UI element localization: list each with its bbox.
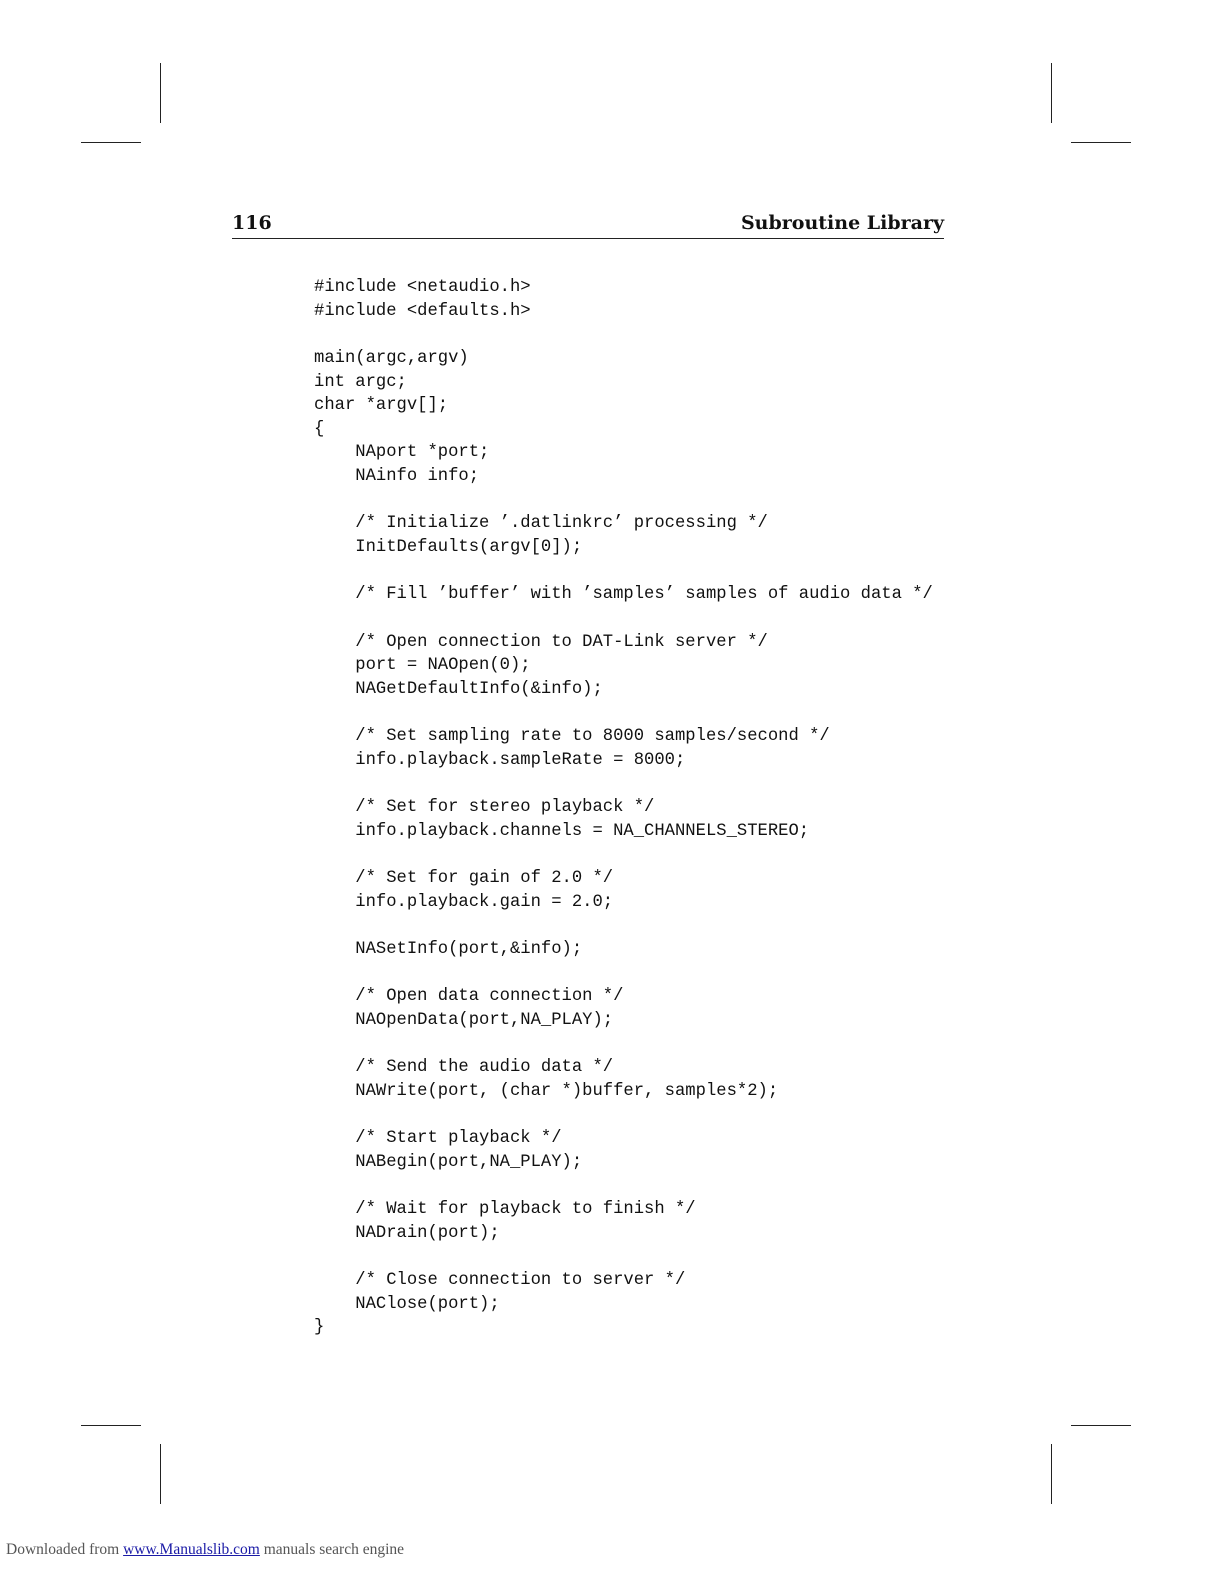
code-line: info.playback.sampleRate = 8000;	[314, 750, 686, 770]
code-line: {	[314, 419, 325, 439]
code-line: #include <netaudio.h>	[314, 278, 531, 297]
crop-mark-top-right-horizontal	[1071, 142, 1131, 143]
code-line: NAGetDefaultInfo(&info);	[314, 679, 603, 699]
code-line: InitDefaults(argv[0]);	[314, 538, 583, 558]
footer-suffix: manuals search engine	[263, 1541, 405, 1558]
code-line: NAport *port;	[314, 443, 490, 463]
crop-mark-bottom-left-horizontal	[81, 1425, 141, 1426]
code-line: /* Set sampling rate to 8000 samples/second */	[314, 727, 830, 747]
code-line: /* Send the audio data */	[314, 1058, 614, 1078]
code-line: /* Set for gain of 2.0 */	[314, 869, 614, 889]
code-line: }	[314, 1318, 325, 1338]
code-line: NABegin(port,NA_PLAY);	[314, 1152, 583, 1172]
code-line: int argc;	[314, 372, 407, 392]
code-line	[314, 702, 933, 726]
code-line	[314, 607, 933, 631]
code-line: /* Open data connection */	[314, 987, 624, 1007]
download-footer	[6, 1541, 404, 1559]
code-line: NAinfo info;	[314, 467, 480, 487]
code-line	[314, 323, 933, 347]
code-line	[314, 843, 933, 867]
code-line: /* Wait for playback to finish */	[314, 1199, 696, 1219]
footer-prefix: Downloaded from	[6, 1541, 120, 1558]
code-line: NAClose(port);	[314, 1294, 500, 1314]
crop-mark-top-right-vertical	[1051, 63, 1052, 123]
section-title: Subroutine Library	[740, 212, 944, 234]
code-line	[314, 962, 933, 986]
running-header	[232, 210, 944, 239]
page-number: 116	[232, 212, 272, 234]
code-line: NASetInfo(port,&info);	[314, 939, 583, 959]
code-line: main(argc,argv)	[314, 348, 469, 368]
code-line: /* Open connection to DAT-Link server */	[314, 632, 768, 652]
code-line: NADrain(port);	[314, 1223, 500, 1243]
code-line	[314, 1174, 933, 1198]
code-line	[314, 914, 933, 938]
code-line: #include <defaults.h>	[314, 301, 531, 321]
code-line: char *argv[];	[314, 396, 449, 416]
code-line	[314, 1033, 933, 1057]
code-line: NAWrite(port, (char *)buffer, samples*2);	[314, 1081, 779, 1101]
code-line: port = NAOpen(0);	[314, 656, 531, 676]
code-line	[314, 489, 933, 513]
code-line	[314, 772, 933, 796]
crop-mark-top-left-vertical	[160, 63, 161, 123]
crop-mark-bottom-right-horizontal	[1071, 1425, 1131, 1426]
crop-mark-top-left-horizontal	[81, 142, 141, 143]
code-line: /* Initialize ’.datlinkrc’ processing */	[314, 514, 768, 534]
code-line: NAOpenData(port,NA_PLAY);	[314, 1010, 614, 1030]
code-line	[314, 1245, 933, 1269]
code-line: /* Start playback */	[314, 1129, 562, 1149]
code-line: /* Close connection to server */	[314, 1270, 686, 1290]
crop-mark-bottom-right-vertical	[1051, 1444, 1052, 1504]
code-line	[314, 560, 933, 584]
code-line: /* Set for stereo playback */	[314, 798, 655, 818]
code-line: info.playback.channels = NA_CHANNELS_STEREO;	[314, 821, 810, 841]
manualslib-link[interactable]: www.Manualslib.com	[123, 1541, 260, 1558]
crop-mark-bottom-left-vertical	[160, 1444, 161, 1504]
code-line	[314, 1103, 933, 1127]
code-listing	[314, 276, 933, 1340]
code-line: /* Fill ’buffer’ with ’samples’ samples of audio data */	[314, 585, 933, 605]
code-line: info.playback.gain = 2.0;	[314, 892, 614, 912]
